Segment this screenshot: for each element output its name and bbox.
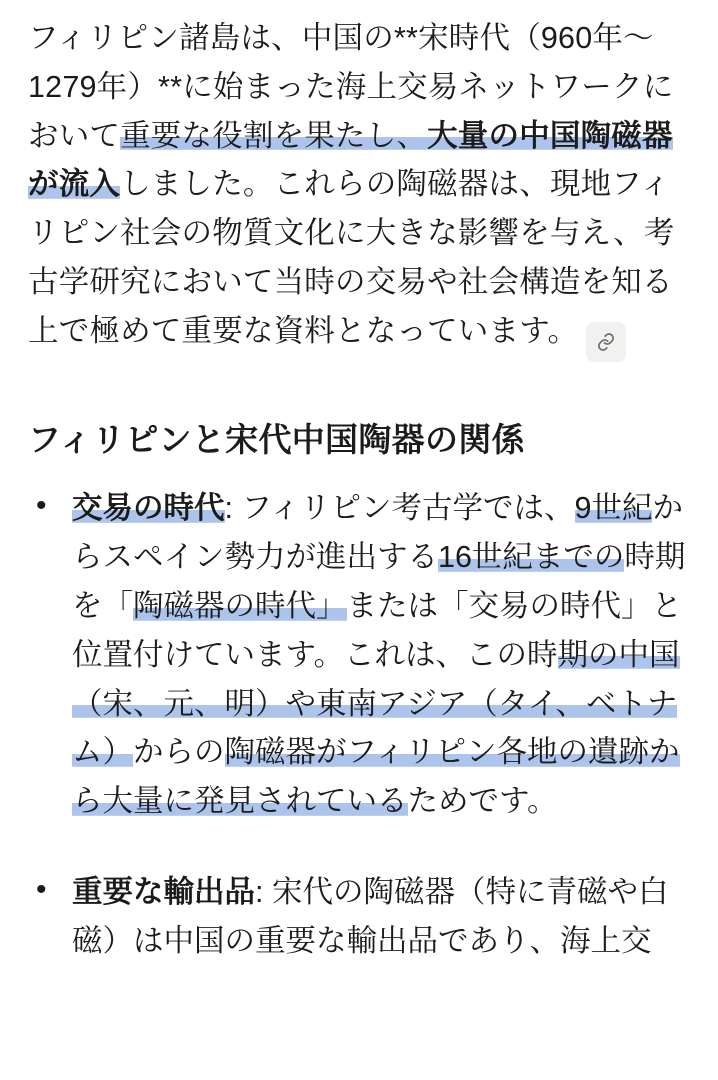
paragraph-intro-text-2: しました。これらの陶磁器は、現地フィリピン社会の物質文化に大きな影響を与え、考古学研究において当時の交易や社会構造を知る上で極めて重要な資料となっています。 <box>28 167 675 348</box>
section-heading: フィリピンと宋代中国陶器の関係 <box>28 420 525 458</box>
paragraph-intro-highlight-2: 大量の中国陶磁器が流入 <box>28 118 673 202</box>
bullet-1-separator: : <box>224 491 242 526</box>
bullet-1-text-3: 時期を「 <box>72 540 686 623</box>
bullet-1-text-2: からスペイン勢力が進出する <box>72 491 683 575</box>
bullet-2-separator: : <box>255 874 272 909</box>
bullet-2-text-1: 宋代の陶磁器（特に青磁や白磁）は中国の重要な輸出品であり、海上交 <box>72 874 669 958</box>
bullet-1-highlight-4: 期の中国（宋、元、明）や東南アジア（タイ、ベトナム） <box>72 637 680 770</box>
paragraph-intro-text-1: フィリピン諸島は、中国の**宋時代（960年〜1279年）**に始まった海上交易ネットワークにおいて <box>28 21 674 153</box>
bullet-1-text-5: からの <box>133 735 225 770</box>
bullet-1-highlight-2: 16世紀までの <box>438 540 625 575</box>
bullet-1-highlight-5: 陶磁器がフィリピン各地の遺跡から大量に発見されている <box>72 735 680 819</box>
bullet-1-highlight-1: 9世紀 <box>574 491 653 526</box>
list-item <box>28 484 690 826</box>
list-item <box>28 868 690 966</box>
paragraph-intro <box>28 14 690 362</box>
page-bottom-fade <box>0 1070 718 1080</box>
bullet-1-term: 交易の時代 <box>72 491 225 526</box>
bullet-1-highlight-3: 陶磁器の時代」 <box>133 588 347 623</box>
bullet-1-text-1: フィリピン考古学では、 <box>241 491 575 526</box>
link-icon[interactable] <box>586 322 626 362</box>
bullet-1-text-4: または「交易の時代」と位置付けています。これは、この時 <box>72 588 682 672</box>
bullet-list <box>28 484 690 965</box>
bullet-1-text-6: ためです。 <box>407 784 558 819</box>
paragraph-intro-highlight-1: 重要な役割を果たし、 <box>120 118 428 153</box>
bullet-2-term: 重要な輸出品 <box>72 874 255 909</box>
